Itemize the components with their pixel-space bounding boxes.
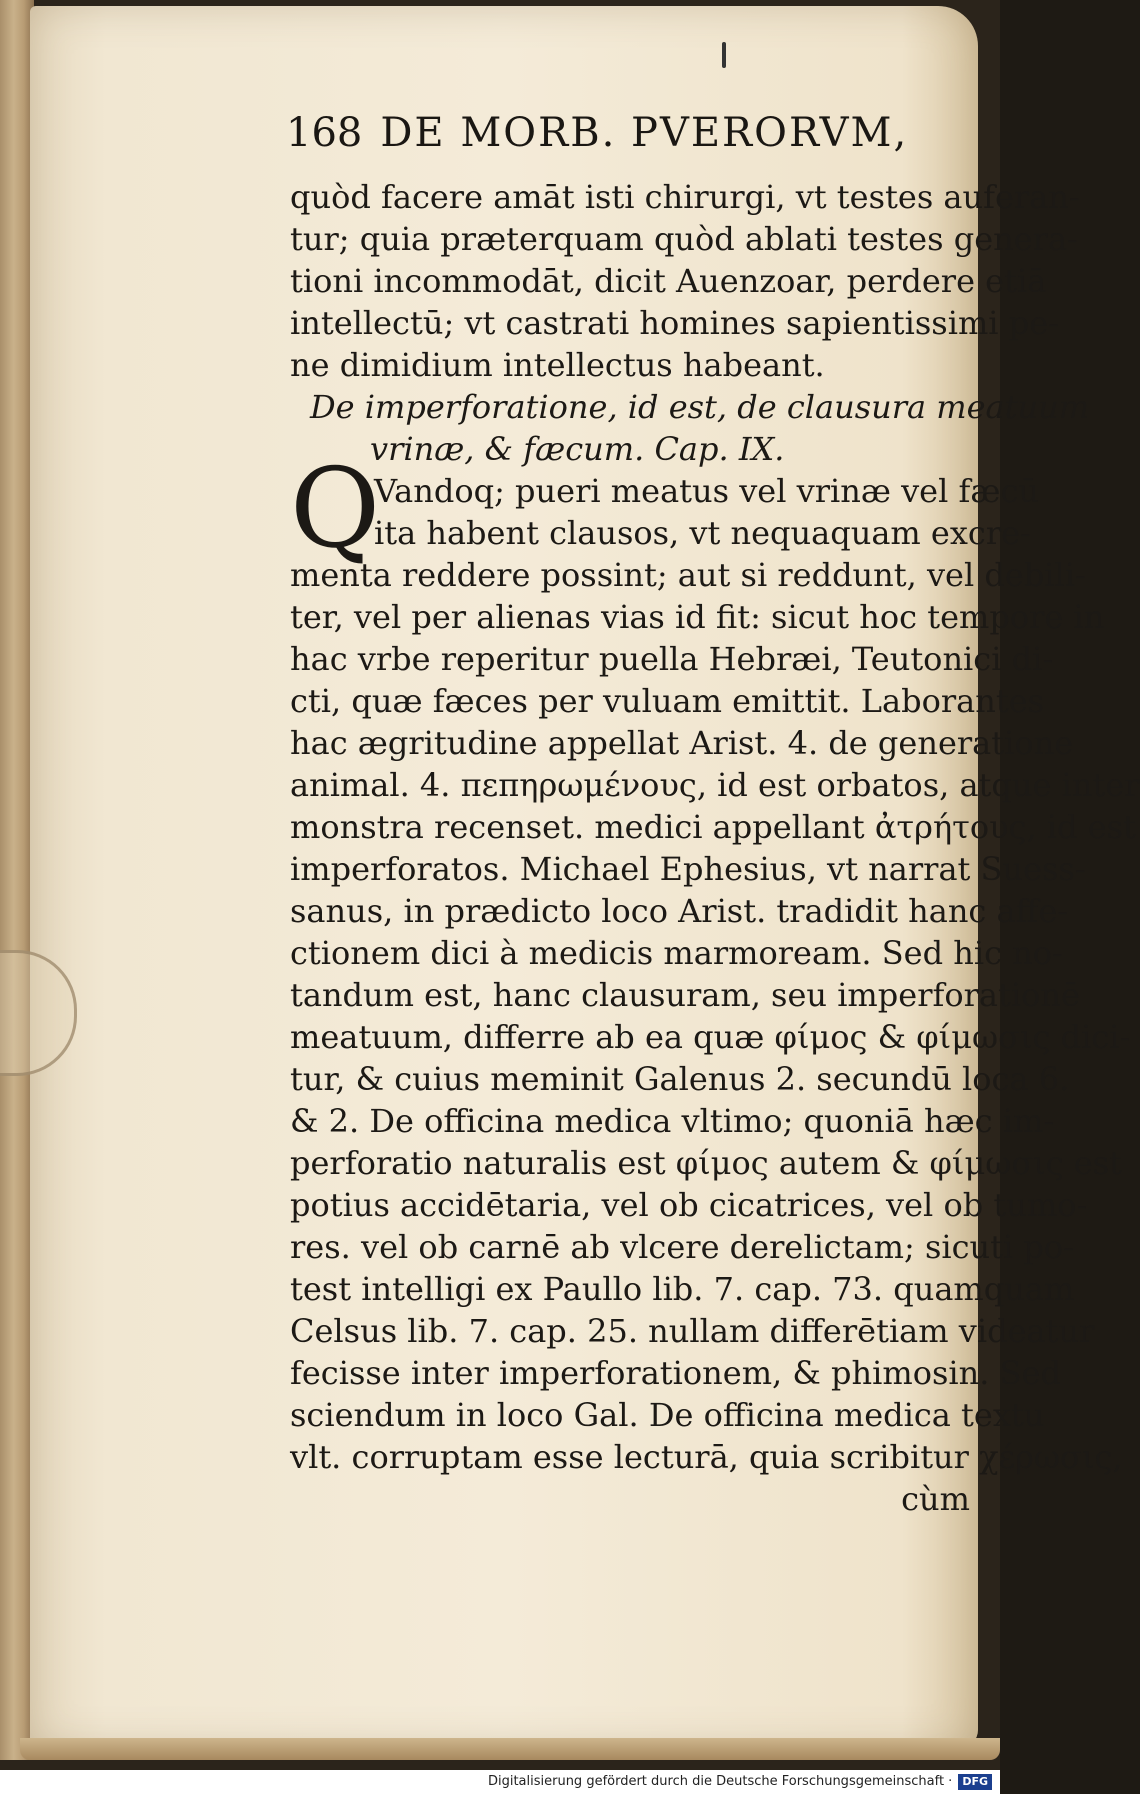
- running-head-title: DE MORB. PVERORVM,: [380, 110, 909, 156]
- text-line: hac ægritudine appellat Arist. 4. de generatione: [290, 724, 1074, 762]
- text-line: menta reddere possint; aut si reddunt, vel debili-: [290, 556, 1086, 594]
- text-line: perforatio naturalis est φίμος autem & φίμωσις est: [290, 1144, 1123, 1182]
- ink-mark: [722, 42, 726, 68]
- text-line: Celsus lib. 7. cap. 25. nullam differētiam videatur: [290, 1312, 1095, 1350]
- chapter-heading-line-2: vrinæ, & fæcum. Cap. IX.: [370, 430, 785, 468]
- text-line: res. vel ob carnē ab vlcere derelictam; sicuti po-: [290, 1228, 1074, 1266]
- text-line: ter, vel per alienas vias id fit: sicut hoc tempore in: [290, 598, 1105, 636]
- text-line: intellectū; vt castrati homines sapientissimi pe-: [290, 304, 1059, 342]
- running-header: [286, 110, 926, 156]
- text-line: test intelligi ex Paullo lib. 7. cap. 73. quamquam: [290, 1270, 1075, 1308]
- dfg-logo: DFG: [958, 1774, 992, 1790]
- digitization-footer: [0, 1770, 1000, 1794]
- text-line: potius accidētaria, vel ob cicatrices, vel ob tumo-: [290, 1186, 1088, 1224]
- page-number: 168: [286, 110, 363, 156]
- chapter-heading-line-1: De imperforatione, id est, de clausura meatuum: [310, 388, 1090, 426]
- text-line: ita habent clausos, vt nequaquam excre-: [374, 514, 1031, 552]
- text-line: animal. 4. πεπηρωμένους, id est orbatos, atque inter: [290, 766, 1140, 804]
- text-line: sanus, in prædicto loco Arist. tradidit hanc affe-: [290, 892, 1069, 930]
- page-edges: [0, 0, 34, 1760]
- text-line: tur; quia præterquam quòd ablati testes genera-: [290, 220, 1078, 258]
- text-line: quòd facere amāt isti chirurgi, vt testes auferan-: [290, 178, 1080, 216]
- main-text: [290, 176, 1140, 1520]
- bottom-page-edges: [20, 1738, 1000, 1760]
- text-line: fecisse inter imperforationem, & phimosin. Sed: [290, 1354, 1061, 1392]
- text-line: ne dimidium intellectus habeant.: [290, 346, 825, 384]
- text-line: hac vrbe reperitur puella Hebræi, Teutonici di-: [290, 640, 1054, 678]
- text-line: tur, & cuius meminit Galenus 2. secundū loca 6.: [290, 1060, 1070, 1098]
- footer-credit: Digitalisierung gefördert durch die Deutsche Forschungsgemeinschaft ·: [487, 1774, 953, 1789]
- text-line: monstra recenset. medici appellant ἀτρήτους, id est: [290, 808, 1136, 846]
- catchword: cùm: [901, 1480, 970, 1518]
- text-line: & 2. De officina medica vltimo; quoniā hæc im-: [290, 1102, 1055, 1140]
- text-line: meatuum, differre ab ea quæ φίμος & φίμωσις dici-: [290, 1018, 1131, 1056]
- text-line: vlt. corruptam esse lecturā, quia scribitur χέρωσις,: [290, 1438, 1123, 1476]
- text-line: tioni incommodāt, dicit Auenzoar, perdere etiā: [290, 262, 1047, 300]
- text-line: tandum est, hanc clausuram, seu imperforationē: [290, 976, 1080, 1014]
- text-line: Vandoq; pueri meatus vel vrinæ vel fæcū: [374, 472, 1039, 510]
- text-line: cti, quæ fæces per vuluam emittit. Laborantes: [290, 682, 1045, 720]
- drop-cap: Q: [290, 444, 381, 572]
- text-line: sciendum in loco Gal. De officina medica textu: [290, 1396, 1045, 1434]
- text-line: ctionem dici à medicis marmoream. Sed hic no-: [290, 934, 1063, 972]
- text-line: imperforatos. Michael Ephesius, vt narrat Suess-: [290, 850, 1086, 888]
